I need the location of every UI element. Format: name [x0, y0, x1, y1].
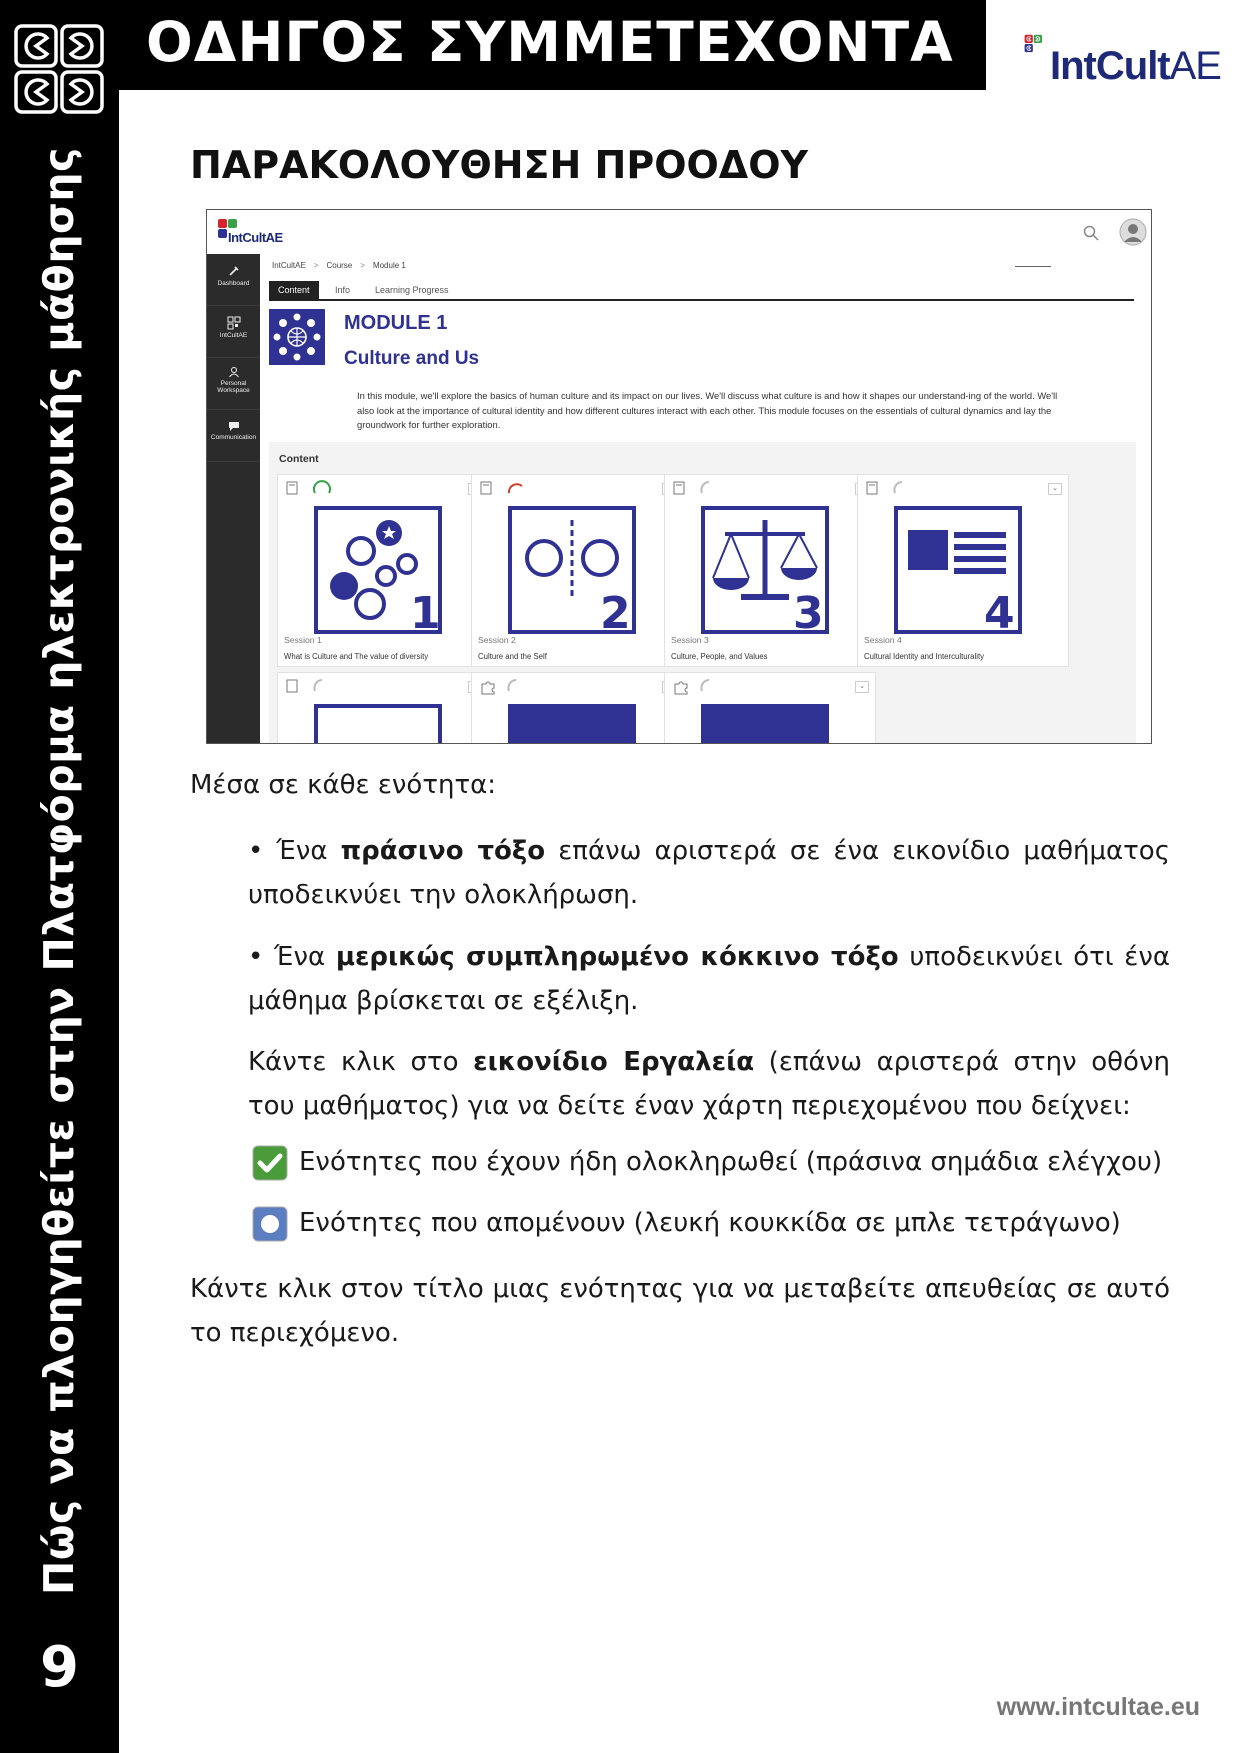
- session-card-4[interactable]: [857, 474, 1069, 667]
- user-avatar-icon[interactable]: [1119, 218, 1147, 246]
- nav-dashboard[interactable]: [207, 254, 260, 306]
- section-title: ΠΑΡΑΚΟΛΟΥΘΗΣΗ ΠΡΟΟΔΟΥ: [190, 143, 809, 187]
- session-title[interactable]: Culture and the Self: [478, 652, 547, 661]
- session-icon-partial: [314, 704, 442, 744]
- session-card-3[interactable]: [664, 474, 876, 667]
- text-run: επάνω αριστερά σε ένα εικονίδιο μαθήματος υποδεικνύει την ολοκλήρωση.: [248, 836, 1170, 910]
- closing-paragraph: Κάντε κλικ στον τίτλο μιας ενότητας για να μεταβείτε απευθείας σε αυτό το περιεχόμενο.: [190, 1274, 1170, 1348]
- module-description: In this module, we'll explore the basics of human culture and its impact on our lives. We'll discuss what culture is and how it shapes our understand-ing of the world. We'll also look at the importance of cultural identity and how different cultures interact with each other. This module focuses on the essentials of cultural dynamics and lay the groundwork for further exploration.: [357, 390, 1058, 430]
- platform-screenshot: [206, 209, 1152, 744]
- progress-arc-completed-icon: [312, 480, 332, 500]
- progress-arc-in-progress-icon: [506, 480, 526, 500]
- legend-label: Ενότητες που απομένουν (λευκή κουκκίδα σε μπλε τετράγωνο): [299, 1208, 1121, 1238]
- app-sidebar: [207, 254, 260, 744]
- tab-learning-progress[interactable]: Learning Progress: [375, 285, 449, 295]
- progress-arc-not-started-icon: [506, 678, 526, 698]
- text-run: (επάνω αριστερά στην οθόνη του μαθήματος) για να δείτε έναν χάρτη περιεχομένου που δείχνει:: [248, 1047, 1170, 1121]
- app-brand: IntCultAE: [228, 230, 283, 245]
- qr-icon: [227, 316, 241, 330]
- page-number: 9: [40, 1635, 79, 1700]
- card-menu-button[interactable]: ⌄: [1048, 483, 1062, 495]
- document-icon: [480, 481, 492, 495]
- session-label: Session 4: [864, 635, 902, 645]
- session-card-1[interactable]: [277, 474, 489, 667]
- nav-label: Dashboard: [217, 280, 250, 287]
- nav-communication[interactable]: [207, 410, 260, 462]
- brand-bold: IntCult: [1050, 44, 1170, 88]
- session-card-partial[interactable]: [277, 672, 489, 744]
- session-number: 1: [410, 588, 441, 634]
- text-run: Κάντε κλικ στο: [248, 1047, 474, 1077]
- session-3-icon: [701, 506, 829, 634]
- card-menu-button[interactable]: ⌄: [855, 681, 869, 693]
- green-check-icon: [252, 1145, 288, 1181]
- session-icon-partial: [508, 704, 636, 744]
- brand-light: AE: [1169, 44, 1221, 88]
- document-icon: [286, 679, 298, 693]
- intcultae-logo-icon: [14, 24, 104, 114]
- session-4-icon: [894, 506, 1022, 634]
- bullet-green-arc: [248, 829, 1170, 917]
- content-label: Content: [279, 453, 319, 465]
- document-icon: [866, 481, 878, 495]
- nav-label: IntCultAE: [219, 332, 248, 339]
- module-title: MODULE 1: [344, 312, 448, 334]
- brand-wordmark: [1050, 44, 1221, 88]
- chat-icon: [228, 420, 240, 432]
- session-title[interactable]: Culture, People, and Values: [671, 652, 768, 661]
- document-icon: [286, 481, 298, 495]
- session-icon-partial: [701, 704, 829, 744]
- puzzle-icon: [480, 679, 496, 695]
- progress-arc-not-started-icon: [699, 678, 719, 698]
- session-number: 4: [984, 588, 1015, 634]
- person-icon: [228, 366, 240, 378]
- document-icon: [673, 481, 685, 495]
- breadcrumb-item[interactable]: Course: [326, 261, 353, 270]
- emphasis: εικονίδιο Εργαλεία: [473, 1047, 755, 1077]
- progress-arc-not-started-icon: [892, 480, 912, 500]
- session-card-partial[interactable]: [664, 672, 876, 744]
- nav-personal-workspace[interactable]: [207, 358, 260, 410]
- app-topbar: [207, 210, 1152, 254]
- footer-url[interactable]: www.intcultae.eu: [996, 1693, 1200, 1721]
- tab-bar: [269, 281, 1134, 301]
- page-header-title: ΟΔΗΓΟΣ ΣΥΜΜΕΤΕΧΟΝΤΑ: [146, 10, 954, 74]
- session-number: 3: [793, 588, 824, 634]
- blue-square-dot-icon: [252, 1206, 288, 1242]
- session-card-2[interactable]: [471, 474, 683, 667]
- progress-arc-not-started-icon: [312, 678, 332, 698]
- tab-content[interactable]: Content: [269, 281, 319, 299]
- emphasis: μερικώς συμπληρωμένο κόκκινο τόξο: [335, 942, 899, 972]
- nav-label: Communication: [210, 434, 257, 441]
- emphasis: πράσινο τόξο: [340, 836, 546, 866]
- tab-info[interactable]: Info: [335, 285, 351, 295]
- session-2-icon: [508, 506, 636, 634]
- session-title[interactable]: Cultural Identity and Interculturality: [864, 652, 985, 661]
- nav-label: Personal Workspace: [217, 380, 250, 394]
- session-label: Session 1: [284, 635, 322, 645]
- text-run: • Ένα: [248, 942, 336, 972]
- session-label: Session 2: [478, 635, 516, 645]
- session-number: 2: [600, 588, 631, 634]
- intro-text: Μέσα σε κάθε ενότητα:: [190, 770, 497, 800]
- module-subtitle: Culture and Us: [344, 348, 480, 369]
- progress-arc-not-started-icon: [699, 480, 719, 500]
- session-card-partial[interactable]: [471, 672, 683, 744]
- bullet-red-arc: [248, 935, 1170, 1023]
- breadcrumb-item[interactable]: Module 1: [372, 261, 406, 270]
- nav-intcultae[interactable]: [207, 306, 260, 358]
- session-title[interactable]: What is Culture and The value of diversity: [284, 652, 429, 661]
- tools-paragraph: [248, 1040, 1170, 1128]
- vertical-chapter-title: Πώς να πλοηγηθείτε στην Πλατφόρμα ηλεκτρονικής μάθησης: [35, 147, 83, 1595]
- breadcrumb: IntCultAE > Course > Module 1: [272, 261, 406, 270]
- text-run: • Ένα: [248, 836, 341, 866]
- session-label: Session 3: [671, 635, 709, 645]
- puzzle-icon: [673, 679, 689, 695]
- dashboard-icon: [227, 264, 241, 278]
- module-globe-icon: [269, 309, 325, 365]
- legend-label: Ενότητες που έχουν ήδη ολοκληρωθεί (πράσινα σημάδια ελέγχου): [299, 1147, 1163, 1177]
- divider: [1015, 266, 1051, 267]
- search-icon[interactable]: [1083, 225, 1099, 241]
- text-run: υποδεικνύει ότι ένα μάθημα βρίσκεται σε εξέλιξη.: [248, 942, 1170, 1016]
- session-1-icon: [314, 506, 442, 634]
- breadcrumb-item[interactable]: IntCultAE: [272, 261, 306, 270]
